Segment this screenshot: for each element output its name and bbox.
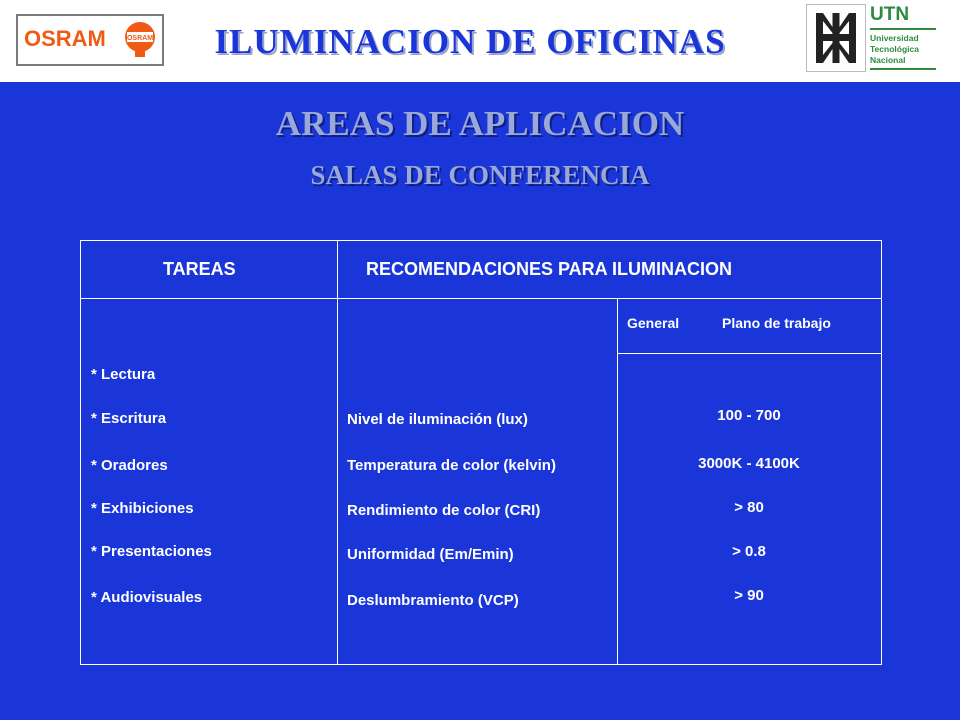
column-divider-1 [337,241,338,664]
utn-underline [870,68,936,70]
subheader-general: General [627,315,680,331]
task-item: * Escritura [91,410,167,427]
top-banner [0,0,960,82]
utn-line-3: Nacional [870,55,906,65]
task-item: * Exhibiciones [91,500,194,517]
utn-line-1: Universidad [870,33,919,43]
page-title: ILUMINACION DE OFICINAS [214,22,726,61]
column-divider-2 [617,298,618,664]
utn-logo [806,2,936,78]
osram-bulb-icon [122,20,158,60]
parameter-item: Deslumbramiento (VCP) [347,592,519,609]
parameter-item: Uniformidad (Em/Emin) [347,546,514,563]
parameter-item: Nivel de iluminación (lux) [347,411,528,428]
value-item: > 90 [734,587,764,604]
subheader-divider [617,353,881,354]
parameter-item: Temperatura de color (kelvin) [347,457,556,474]
task-item: * Lectura [91,366,156,383]
utn-wordmark [870,4,936,70]
section-subheading: SALAS DE CONFERENCIA [310,160,650,190]
value-item: 100 - 700 [717,407,781,424]
utn-emblem [806,4,866,72]
utn-name: UTN [870,4,936,30]
utn-emblem-icon [807,5,865,71]
task-item: * Presentaciones [91,543,212,560]
task-item: * Audiovisuales [91,589,203,606]
subheader-plano: Plano de trabajo [722,315,831,331]
osram-badge-text: OSRAM [126,35,154,42]
osram-wordmark: OSRAM [24,26,106,51]
value-item: > 80 [734,499,764,516]
task-item: * Oradores [91,457,168,474]
parameter-item: Rendimiento de color (CRI) [347,502,541,519]
header-tareas: TAREAS [163,259,236,279]
recommendations-table [80,240,882,665]
value-item: 3000K - 4100K [698,455,800,472]
osram-logo [16,14,164,66]
header-recomendaciones: RECOMENDACIONES PARA ILUMINACION [366,259,733,279]
utn-line-2: Tecnológica [870,44,919,54]
section-heading: AREAS DE APLICACION [275,104,685,143]
value-item: > 0.8 [732,543,766,560]
header-divider [81,298,881,299]
